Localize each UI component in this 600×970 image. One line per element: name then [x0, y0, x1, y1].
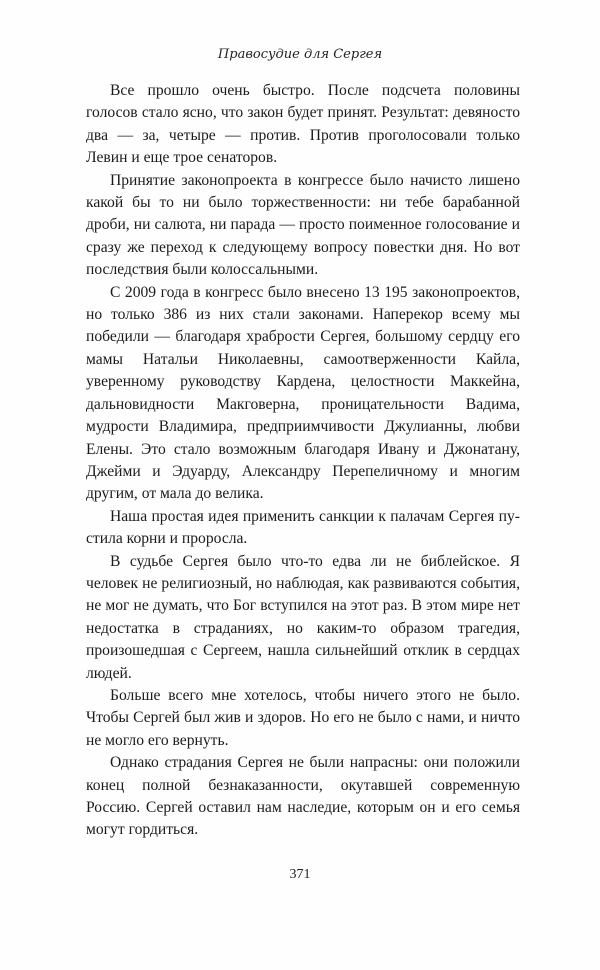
running-head: Правосудие для Сергея [217, 47, 383, 62]
paragraph: Однако страдания Сергея не были напрасны: они положили конец полной безнаказанности, окутавшей современную Россию. Сергей оставил нам наследие, которым он и его семья могут гордиться. [86, 754, 520, 839]
page-number: 371 [289, 866, 311, 882]
paragraph: С 2009 года в конгресс было внесено 13 195 законопроектов, но только 386 из них стали законами. Наперекор всему мы победили — благодаря храбрости Сергея, большому сердцу его мамы Натальи Николаевны, самоотверженности Кайла, уверенному руководству Кардена, целостности Маккейна, дальновидности Макговерна, проницательности Вадима, мудрости Владимира, предприимчивости Джулианны, любви Елены. Это стало возможным благодаря Ивану и Джонатану, Джейми и Эдуарду, Александру Перепеличному и многим другим, от мала до велика. [86, 283, 520, 503]
body-text [80, 80, 520, 842]
paragraph: Все прошло очень быстро. После подсчета половины голосов стало ясно, что закон будет принят. Результат: девяносто два — за, четыре — против. Против проголосовали только Левин и еще трое сенаторов. [86, 82, 520, 167]
paragraph: В судьбе Сергея было что-то едва ли не библейское. Я человек не религиозный, но наблюдая, как развиваются события, не мог не думать, что Бог вступился на этот раз. В этом мире нет недостатка в страданиях, но каким-то образом трагедия, произошедшая с Сергеем, нашла сильнейший отклик в сердцах людей. [86, 552, 520, 682]
paragraph: Наша простая идея применить санкции к палачам Сергея пустила корни и проросла. [86, 507, 520, 548]
paragraph: Больше всего мне хотелось, чтобы ничего этого не было. Чтобы Сергей был жив и здоров. Но его не было с нами, и ничто не могло его вернуть. [86, 686, 520, 749]
paragraph: Принятие законопроекта в конгрессе было начисто лишено какой бы то ни было торжественности: ни тебе барабанной дроби, ни салюта, ни парада — просто поименное голосование и сразу же переход к следующему вопросу повестки дня. Но вот последствия были колоссальными. [86, 171, 520, 279]
